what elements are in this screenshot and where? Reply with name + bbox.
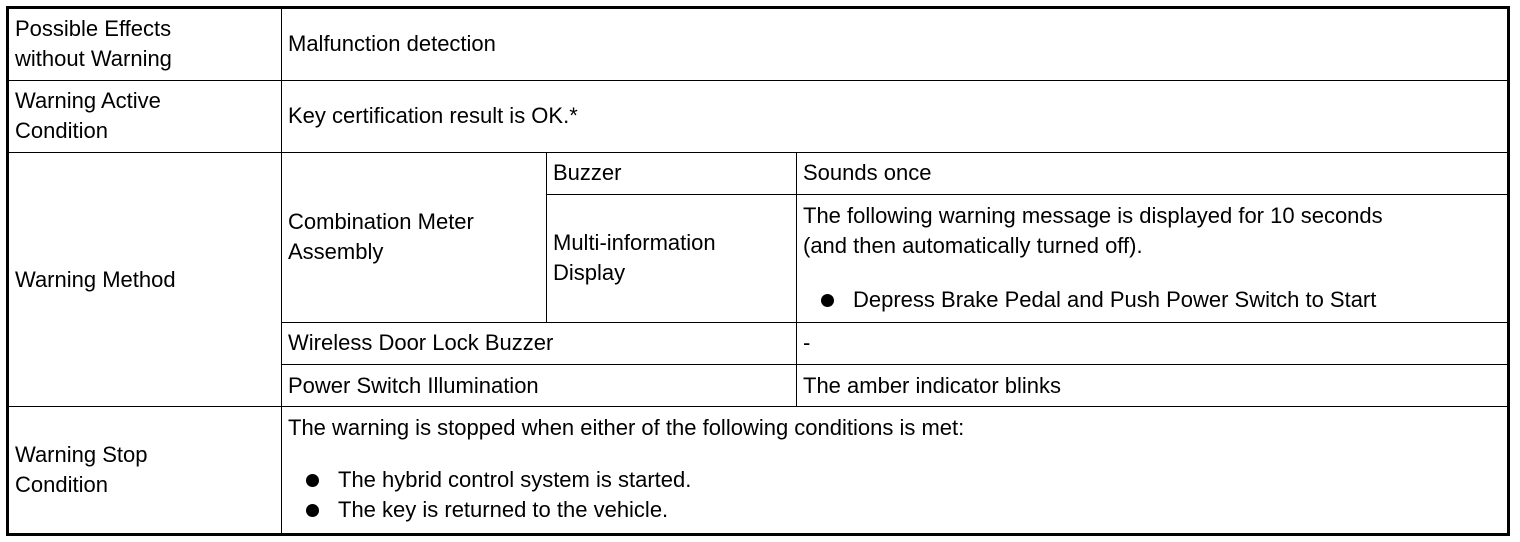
possible-effects-label-cell	[8, 8, 282, 81]
warning-method-label: Warning Method	[15, 266, 176, 292]
wireless-buzzer-label: Wireless Door Lock Buzzer	[288, 330, 554, 356]
wireless-buzzer-value-cell	[797, 322, 1509, 364]
multi-info-message: The following warning message is displayed for 10 seconds (and then automatically turned off).	[803, 203, 1383, 259]
table-row	[8, 80, 1509, 152]
multi-info-value-cell	[797, 195, 1509, 322]
warning-active-label-cell	[8, 80, 282, 152]
multi-info-label: Multi-information Display	[553, 230, 716, 286]
warning-spec-table	[6, 6, 1510, 536]
wireless-buzzer-value: -	[803, 330, 811, 356]
warning-stop-intro: The warning is stopped when either of the following conditions is met:	[288, 415, 965, 441]
combination-meter-label-cell	[282, 152, 547, 322]
possible-effects-value: Malfunction detection	[288, 31, 496, 57]
wireless-buzzer-label-cell	[282, 322, 797, 364]
multi-info-bullet-list	[803, 285, 1501, 315]
power-switch-value: The amber indicator blinks	[803, 372, 1062, 398]
power-switch-label: Power Switch Illumination	[288, 372, 539, 398]
table-row	[8, 407, 1509, 535]
table-row	[8, 152, 1509, 194]
list-item: The hybrid control system is started.	[288, 465, 1501, 495]
table-row	[8, 8, 1509, 81]
combination-meter-label: Combination Meter Assembly	[288, 209, 474, 265]
buzzer-value-cell	[797, 152, 1509, 194]
buzzer-label: Buzzer	[553, 160, 622, 186]
list-item: Depress Brake Pedal and Push Power Switch to Start	[803, 285, 1501, 315]
warning-active-value-cell	[282, 80, 1509, 152]
warning-active-label: Warning Active Condition	[15, 88, 161, 144]
possible-effects-value-cell	[282, 8, 1509, 81]
possible-effects-label: Possible Effects without Warning	[15, 16, 172, 72]
power-switch-value-cell	[797, 365, 1509, 407]
warning-active-value: Key certification result is OK.*	[288, 103, 578, 129]
warning-stop-label-cell	[8, 407, 282, 535]
list-item: The key is returned to the vehicle.	[288, 495, 1501, 525]
warning-method-label-cell	[8, 152, 282, 407]
buzzer-value: Sounds once	[803, 160, 932, 186]
warning-stop-label: Warning Stop Condition	[15, 442, 148, 498]
multi-info-label-cell	[547, 195, 797, 322]
warning-stop-value-cell	[282, 407, 1509, 535]
power-switch-label-cell	[282, 365, 797, 407]
warning-stop-bullet-list	[288, 465, 1501, 525]
buzzer-label-cell	[547, 152, 797, 194]
